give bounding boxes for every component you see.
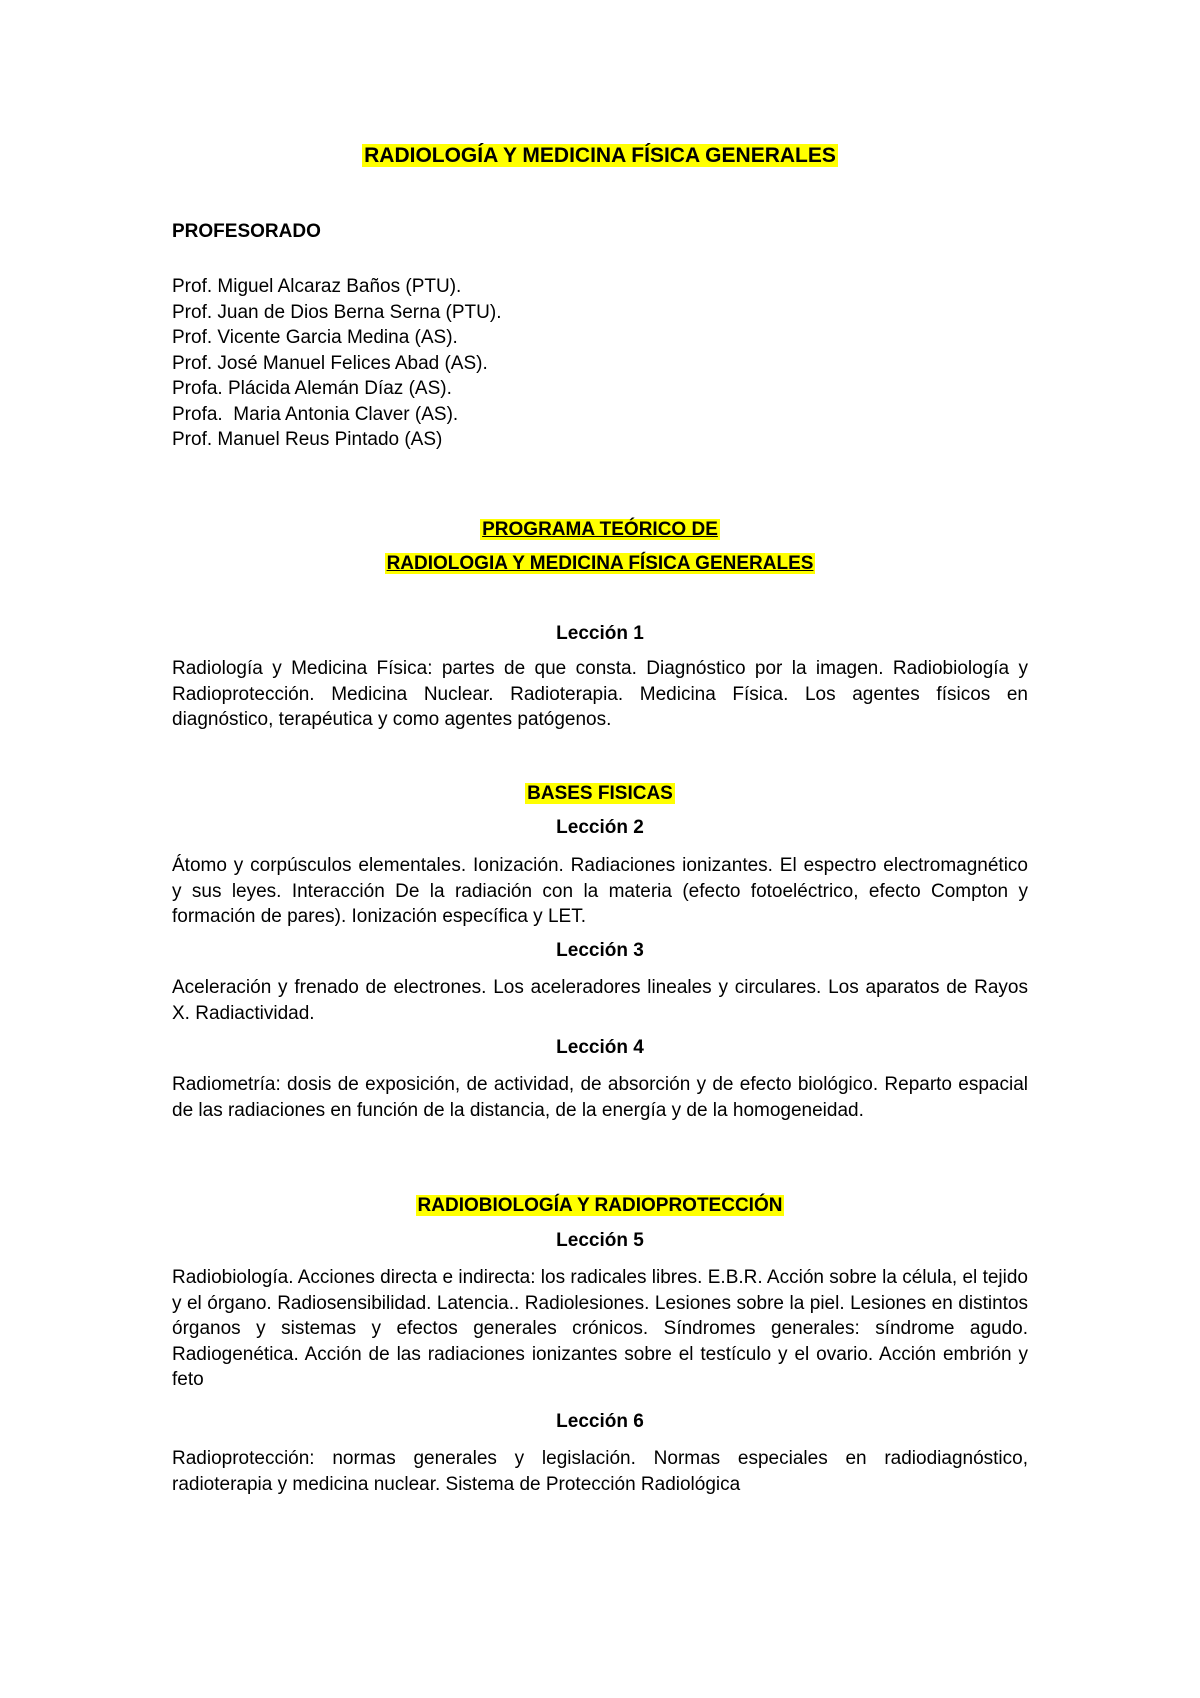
program-title-line1 — [0, 518, 1200, 542]
program-title-line2-text: RADIOLOGIA Y MEDICINA FÍSICA GENERALES — [386, 553, 814, 574]
lesson-6-text: Radioprotección: normas generales y legislación. Normas especiales en radiodiagnóstico, radioterapia y medicina nuclear. Sistema de Protección Radiológica — [172, 1448, 1028, 1495]
faculty-member: Prof. Juan de Dios Berna Serna (PTU). — [172, 301, 502, 323]
faculty-member: Prof. Manuel Reus Pintado (AS) — [172, 429, 443, 450]
lesson-6-title: Lección 6 — [556, 1411, 644, 1432]
program-title-line1-text: PROGRAMA TEÓRICO DE — [482, 519, 718, 540]
faculty-member: Prof. Miguel Alcaraz Baños (PTU). — [172, 276, 462, 297]
section-heading-radiobiologia — [0, 1194, 1200, 1218]
section-heading-bases-fisicas — [0, 782, 1200, 806]
program-title-line2 — [0, 552, 1200, 576]
lesson-2-title: Lección 2 — [556, 817, 644, 838]
lesson-4-title: Lección 4 — [556, 1037, 644, 1058]
lesson-1-text: Radiología y Medicina Física: partes de que consta. Diagnóstico por la imagen. Radiobiología y Radioprotección. Medicina Nuclear. Radioterapia. Medicina Física. Los agentes físicos en diagnóstico, terapéutica y como agentes patógenos. — [172, 658, 1028, 730]
section-heading-bases-fisicas-text: BASES FISICAS — [527, 783, 673, 804]
lesson-3-text: Aceleración y frenado de electrones. Los aceleradores lineales y circulares. Los aparatos de Rayos X. Radiactividad. — [172, 977, 1028, 1024]
faculty-member: Prof. Vicente Garcia Medina (AS). — [172, 327, 458, 348]
lesson-2-text: Átomo y corpúsculos elementales. Ionización. Radiaciones ionizantes. El espectro electromagnético y sus leyes. Interacción De la radiación con la materia (efecto fotoeléctrico, efecto Compton y formación de pares). Ionización específica y LET. — [172, 855, 1028, 927]
section-heading-radiobiologia-text: RADIOBIOLOGÍA Y RADIOPROTECCIÓN — [417, 1195, 783, 1216]
faculty-heading: PROFESORADO — [172, 221, 321, 242]
faculty-member: Profa. Plácida Alemán Díaz (AS). — [172, 378, 452, 399]
lesson-5-text: Radiobiología. Acciones directa e indirecta: los radicales libres. E.B.R. Acción sobre la célula, el tejido y el órgano. Radiosensibilidad. Latencia.. Radiolesiones. Lesiones sobre la piel. Lesiones en distintos órganos y sistemas y efectos generales crónicos. Síndromes generales: síndrome agudo. Radiogenética. Acción de las radiaciones ionizantes sobre el testículo y el ovario. Acción embrión y feto — [172, 1267, 1028, 1390]
document-title-text: RADIOLOGÍA Y MEDICINA FÍSICA GENERALES — [364, 144, 836, 167]
lesson-4-text: Radiometría: dosis de exposición, de actividad, de absorción y de efecto biológico. Reparto espacial de las radiaciones en función de la distancia, de la energía y de la homogeneidad. — [172, 1074, 1028, 1121]
lesson-1-title: Lección 1 — [556, 623, 644, 644]
faculty-member: Profa. Maria Antonia Claver (AS). — [172, 403, 459, 425]
faculty-list — [172, 274, 501, 453]
document-title — [0, 143, 1200, 169]
faculty-member: Prof. José Manuel Felices Abad (AS). — [172, 352, 488, 374]
lesson-3-title: Lección 3 — [556, 940, 644, 961]
lesson-5-title: Lección 5 — [556, 1230, 644, 1251]
